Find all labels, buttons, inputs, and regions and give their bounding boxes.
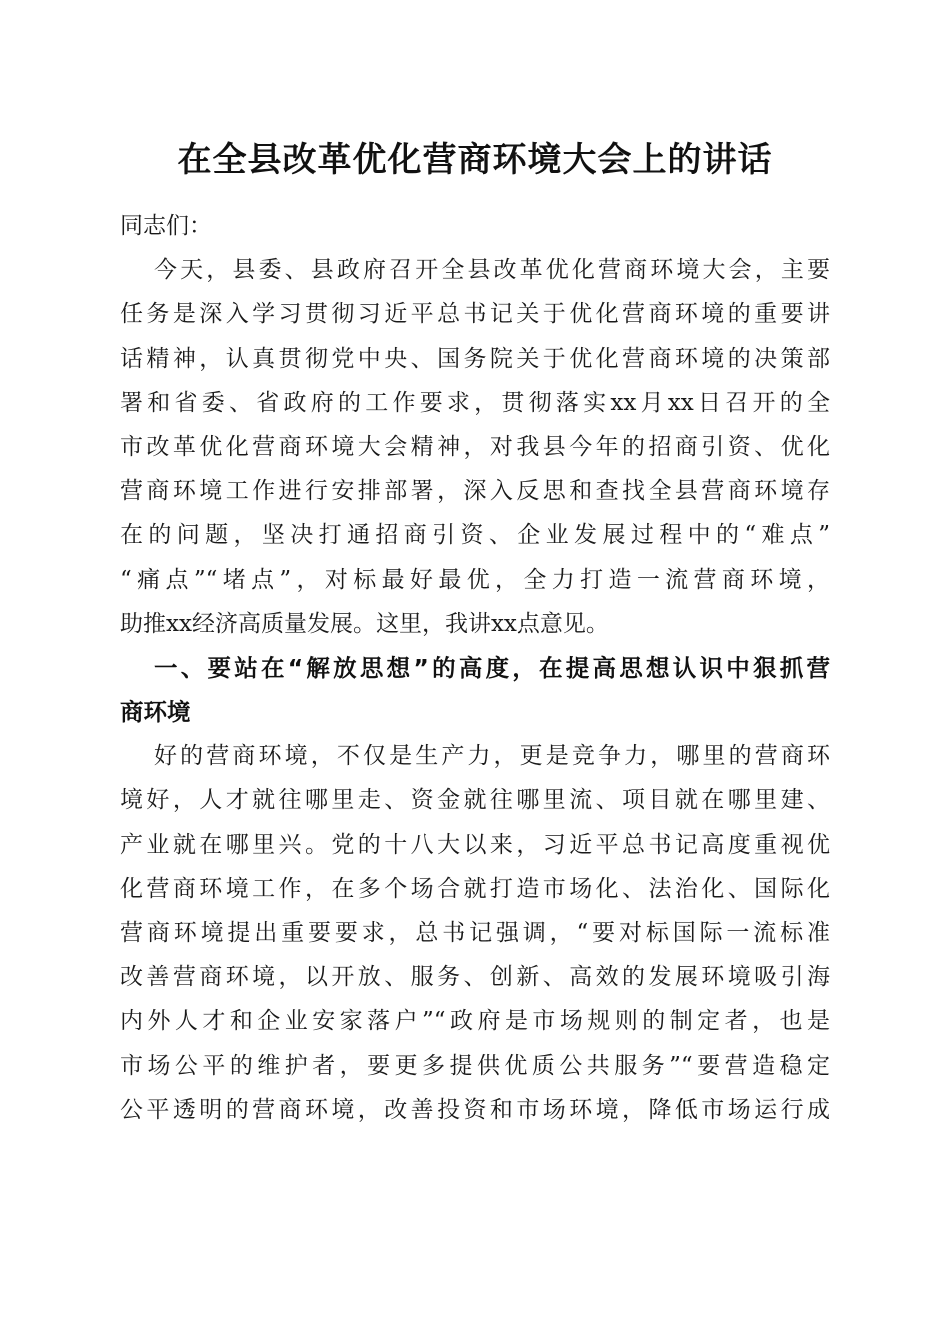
paragraph-line: 产业就在哪里兴。党的十八大以来，习近平总书记高度重视优 bbox=[120, 831, 830, 858]
paragraph-line: 任务是深入学习贯彻习近平总书记关于优化营商环境的重要讲 bbox=[120, 301, 830, 328]
paragraph-line: 改善营商环境，以开放、服务、创新、高效的发展环境吸引海 bbox=[120, 964, 830, 991]
document-title: 在全县改革优化营商环境大会上的讲话 bbox=[177, 140, 773, 180]
paragraph-line: 市改革优化营商环境大会精神，对我县今年的招商引资、优化 bbox=[120, 433, 830, 460]
section-heading-line: 商环境 bbox=[120, 698, 191, 727]
paragraph-line: 营商环境工作进行安排部署，深入反思和查找全县营商环境存 bbox=[120, 478, 830, 505]
paragraph-line: 公平透明的营商环境，改善投资和市场环境，降低市场运行成 bbox=[120, 1096, 830, 1123]
paragraph-line: 在的问题，坚决打通招商引资、企业发展过程中的“难点” bbox=[120, 522, 830, 549]
section-heading bbox=[120, 646, 830, 734]
paragraph-line: 好的营商环境，不仅是生产力，更是竞争力，哪里的营商环 bbox=[154, 743, 830, 770]
paragraph-line: 署和省委、省政府的工作要求，贯彻落实xx月xx日召开的全 bbox=[120, 389, 830, 416]
paragraph-line: 市场公平的维护者，要更多提供优质公共服务”“要营造稳定 bbox=[120, 1052, 830, 1079]
intro-paragraph bbox=[120, 248, 830, 646]
paragraph-line: 化营商环境工作，在多个场合就打造市场化、法治化、国际化 bbox=[120, 875, 830, 902]
paragraph-line: 境好，人才就往哪里走、资金就往哪里流、项目就在哪里建、 bbox=[120, 787, 830, 814]
document-body bbox=[120, 204, 830, 1132]
paragraph-line: 内外人才和企业安家落户”“政府是市场规则的制定者，也是 bbox=[120, 1008, 830, 1035]
paragraph-line: 话精神，认真贯彻党中央、国务院关于优化营商环境的决策部 bbox=[120, 345, 830, 372]
section-heading-line: 一、要站在“解放思想”的高度，在提高思想认识中狠抓营 bbox=[154, 653, 830, 682]
paragraph-line: 今天，县委、县政府召开全县改革优化营商环境大会，主要 bbox=[154, 257, 830, 284]
paragraph-line: 营商环境提出重要要求，总书记强调，“要对标国际一流标准 bbox=[120, 920, 830, 946]
salutation: 同志们： bbox=[120, 213, 212, 239]
paragraph-line: 助推xx经济高质量发展。这里，我讲xx点意见。 bbox=[120, 610, 609, 637]
section-paragraph bbox=[120, 734, 830, 1132]
paragraph-line: “痛点”“堵点”，对标最好最优，全力打造一流营商环境， bbox=[120, 566, 830, 593]
